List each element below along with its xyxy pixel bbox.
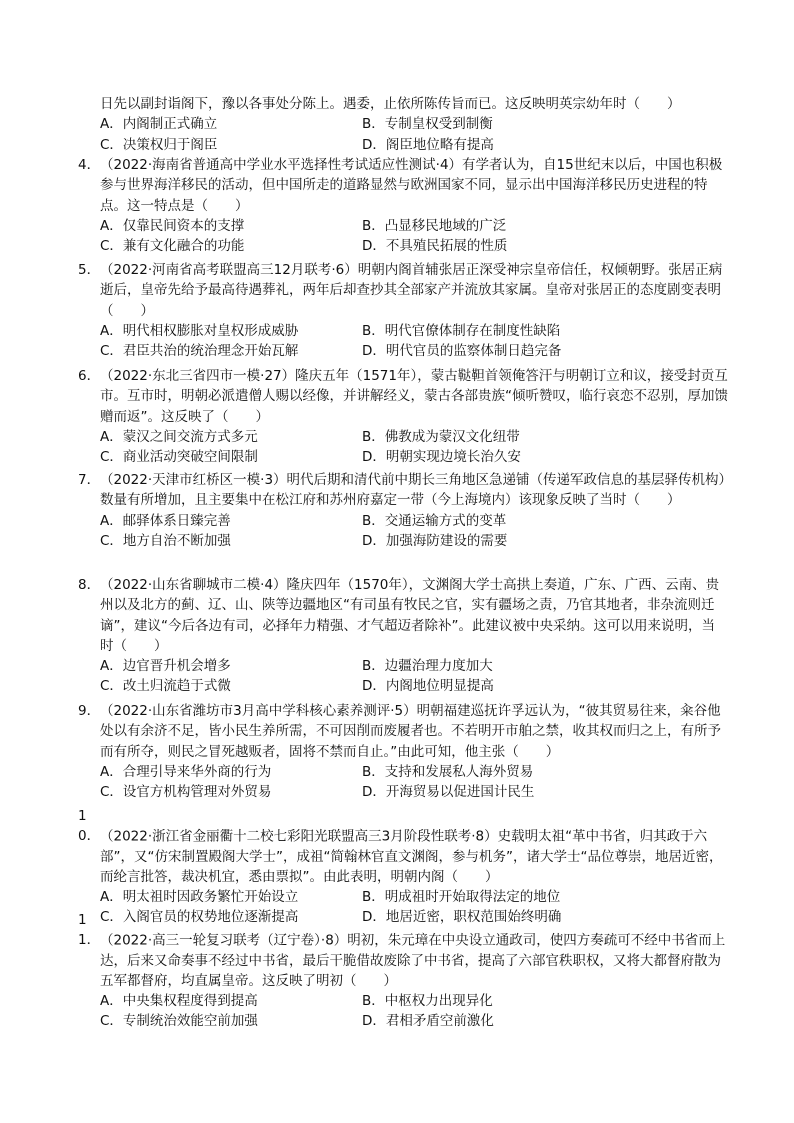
option-b: B．支持和发展私人海外贸易 — [362, 763, 534, 780]
question-6 — [78, 366, 728, 467]
option-grid — [78, 511, 728, 552]
option-c: C．改土归流趋于式微 — [100, 678, 231, 695]
option-b: B．佛教成为蒙汉文化纽带 — [362, 428, 520, 445]
option-a: A．明代相权膨胀对皇权形成威胁 — [100, 322, 299, 339]
question-number: 11． — [78, 912, 101, 949]
question-text: （2022·山东省潍坊市3月高中学科核心素养测评·5）明朝福建巡抚许孚远认为，“彼其贸易往来，籴谷他处以有余济不足，皆小民生养所需，不可因削而废履者也。不若明开市舶之禁，收其权而归之上，有所予而有所夺，则民之冒死越贩者，固将不禁而自止。”由此可知，他主张（ ） — [100, 703, 721, 760]
question-4 — [78, 155, 728, 256]
question-7 — [78, 470, 728, 551]
option-c: C．君臣共治的统治理念开始瓦解 — [100, 343, 299, 360]
option-c: C．入阁官员的权势地位逐渐提高 — [100, 909, 299, 926]
option-b: B．明代官僚体制存在制度性缺陷 — [362, 322, 561, 339]
option-a: A．蒙汉之间交流方式多元 — [100, 428, 258, 445]
option-grid — [78, 321, 728, 362]
option-grid — [78, 762, 728, 803]
option-c: C．决策权归于阁臣 — [100, 136, 218, 153]
option-d: D．开海贸易以促进国计民生 — [362, 784, 535, 801]
option-a: A．仅靠民间资本的支撑 — [100, 217, 245, 234]
question-stem: 日先以副封诣阁下，豫以各事处分陈上。遇委，止依所陈传旨而已。这反映明英宗幼年时（ ） — [100, 96, 681, 112]
question-text: （2022·东北三省四市一模·27）隆庆五年（1571年），蒙古鞑靼首领俺答汗与明朝订立和议，接受封贡互市。互市时，明朝必派遣僧人赐以经像，并讲解经义，蒙古各部贵族“倾听赞叹，临行哀恋不忍别，厚加馈赠而返”。这反映了（ ） — [100, 368, 728, 425]
question-number: 10． — [78, 808, 101, 845]
option-d: D．阁臣地位略有提高 — [362, 136, 494, 153]
question-9 — [78, 701, 728, 802]
question-stem — [78, 260, 728, 321]
question-text: （2022·高三一轮复习联考（辽宁卷）·8）明初，朱元璋在中央设立通政司，使四方奏疏可不经中书省而上达，后来又命奏事不经过中书省，最后干脆借故废除了中书省，提高了六部官秩职权，又将大都督府散为五军都督府，均直属皇帝。这反映了明初（ ） — [100, 932, 726, 989]
question-stem — [78, 806, 728, 887]
option-grid — [78, 114, 728, 155]
option-grid — [78, 427, 728, 468]
option-b: B．边疆治理力度加大 — [362, 658, 493, 675]
question-text: （2022·浙江省金丽衢十二校七彩阳光联盟高三3月阶段性联考·8）史载明太祖“革中书省，归其政于六部”，又“仿宋制置殿阁大学士”，成祖“简翰林官直文渊阁，参与机务”，诸大学士“品位尊崇，地居近密，而纶言批答，裁决机宜，悉由票拟”。由此表明，明朝内阁（ ） — [100, 828, 723, 885]
option-a: A．邮驿体系日臻完善 — [100, 512, 231, 529]
question-8 — [78, 575, 728, 697]
question-stem — [78, 155, 728, 216]
question-number: 7． — [78, 472, 101, 488]
question-stem — [78, 575, 728, 656]
option-d: D．明代官员的监察体制日趋完备 — [362, 343, 562, 360]
option-grid — [78, 656, 728, 697]
question-5 — [78, 260, 728, 361]
option-a: A．中央集权程度得到提高 — [100, 993, 258, 1010]
option-c: C．地方自治不断加强 — [100, 532, 231, 549]
question-text: （2022·天津市红桥区一模·3）明代后期和清代前中期长三角地区急递铺（传递军政信息的基层驿传机构）数量有所增加，且主要集中在松江府和苏州府嘉定一带（今上海境内）该现象反映了当时（ ） — [100, 472, 726, 509]
option-b: B．专制皇权受到制衡 — [362, 116, 493, 133]
option-grid — [78, 216, 728, 257]
option-b: B．交通运输方式的变革 — [362, 512, 507, 529]
option-d: D．加强海防建设的需要 — [362, 532, 508, 549]
option-c: C．设官方机构管理对外贸易 — [100, 784, 272, 801]
option-a: A．合理引导来华外商的行为 — [100, 763, 272, 780]
option-b: B．明成祖时开始取得法定的地位 — [362, 889, 561, 906]
option-d: D．地居近密，职权范围始终明确 — [362, 909, 562, 926]
option-b: B．凸显移民地域的广泛 — [362, 217, 507, 234]
option-c: C．专制统治效能空前加强 — [100, 1013, 258, 1030]
question-text: （2022·山东省聊城市二模·4）隆庆四年（1570年），文渊阁大学士高拱上奏道，广东、广西、云南、贵州以及北方的蓟、辽、山、陕等边疆地区“有司虽有牧民之官，实有疆场之责，乃官其地者，非杂流则迁谪”，建议“今后各边有司，必择年力精强、才气超迈者除补”。此建议被中央采纳。这可以用来说明，当时（ ） — [100, 577, 720, 654]
question-number: 8． — [78, 577, 101, 593]
question-number: 9． — [78, 703, 101, 719]
question-3-continuation — [78, 94, 728, 155]
option-a: A．明太祖时因政务繁忙开始设立 — [100, 889, 299, 906]
option-c: C．商业活动突破空间限制 — [100, 449, 258, 466]
question-number: 5． — [78, 262, 101, 278]
option-d: D．内阁地位明显提高 — [362, 678, 494, 695]
question-stem — [78, 701, 728, 762]
question-number: 4． — [78, 157, 101, 173]
question-stem — [78, 910, 728, 991]
question-text: （2022·海南省普通高中学业水平选择性考试适应性测试·4）有学者认为，自15世纪末以后，中国也积极参与世界海洋移民的活动，但中国所走的道路显然与欧洲国家不同，显示出中国海洋移民历史进程的特点。这一特点是（ ） — [100, 157, 723, 214]
question-stem — [78, 366, 728, 427]
option-d: D．明朝实现边境长治久安 — [362, 449, 521, 466]
option-a: A．内阁制正式确立 — [100, 116, 218, 133]
option-d: D．不具殖民拓展的性质 — [362, 238, 508, 255]
question-11 — [78, 910, 728, 1032]
option-b: B．中枢权力出现异化 — [362, 993, 493, 1010]
question-text: （2022·河南省高考联盟高三12月联考·6）明朝内阁首辅张居正深受神宗皇帝信任，权倾朝野。张居正病逝后，皇帝先给予最高待遇葬礼，两年后却查抄其全部家产并流放其家属。皇帝对张居正的态度剧变表明（ ） — [100, 262, 723, 319]
question-number: 6． — [78, 368, 101, 384]
question-stem — [78, 470, 728, 511]
option-c: C．兼有文化融合的功能 — [100, 238, 245, 255]
option-grid — [78, 991, 728, 1032]
option-a: A．边官晋升机会增多 — [100, 658, 231, 675]
option-d: D．君相矛盾空前激化 — [362, 1013, 494, 1030]
